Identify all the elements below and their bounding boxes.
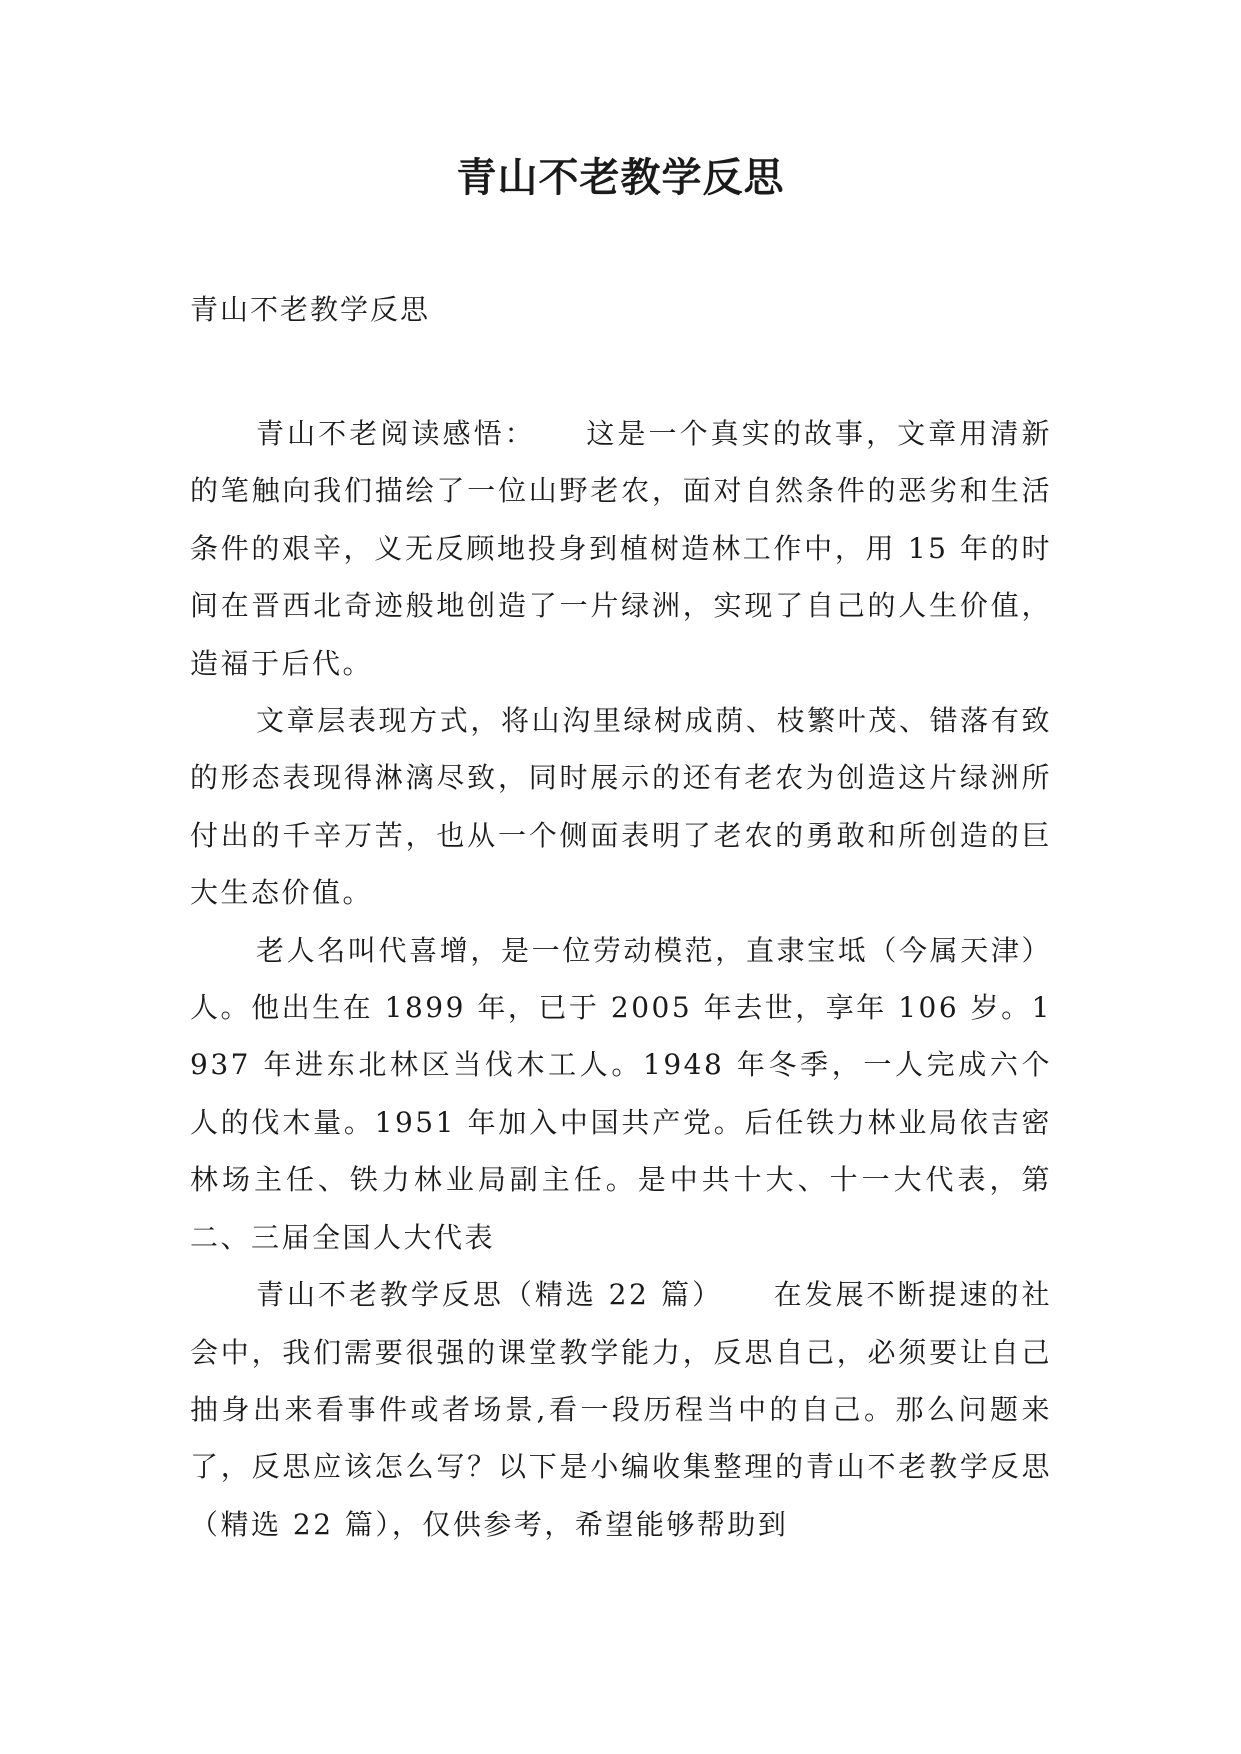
paragraph-1: [190, 405, 1052, 692]
paragraph-1-text: 这是一个真实的故事，文章用清新的笔触向我们描绘了一位山野老农，面对自然条件的恶劣和生活条件的艰辛，义无反顾地投身到植树造林工作中，用 15 年的时间在晋西北奇迹般地创造了一片绿洲，实现了自己的人生价值，造福于后代。: [190, 417, 1052, 680]
paragraph-4-lead: 青山不老教学反思（精选 22 篇）: [256, 1278, 724, 1312]
document-body: [190, 405, 1052, 1553]
document-subtitle: 青山不老教学反思: [190, 293, 431, 326]
paragraph-1-lead: 青山不老阅读感悟：: [256, 417, 536, 450]
paragraph-4: [190, 1266, 1052, 1553]
paragraph-4-text: 在发展不断提速的社会中，我们需要很强的课堂教学能力，反思自己，必须要让自己抽身出来看事件或者场景,看一段历程当中的自己。那么问题来了，反思应该怎么写？以下是小编收集整理的青山不老教学反思（精选 22 篇），仅供参考，希望能够帮助到: [190, 1278, 1052, 1541]
document-title: 青山不老教学反思: [456, 155, 785, 201]
paragraph-3: [190, 922, 1052, 1266]
paragraph-3-text: 老人名叫代喜增，是一位劳动模范，直隶宝坻（今属天津）人。他出生在 1899 年，已于 2005 年去世，享年 106 岁。1937 年进东北林区当伐木工人。1948 年冬季，一人完成六个人的伐木量。1951 年加入中国共产党。后任铁力林业局依吉密林场主任、铁力林业局副主任。是中共十大、十一大代表，第二、三届全国人大代表: [190, 933, 1052, 1254]
paragraph-2-text: 文章层表现方式，将山沟里绿树成荫、枝繁叶茂、错落有致的形态表现得淋漓尽致，同时展示的还有老农为创造这片绿洲所付出的千辛万苦，也从一个侧面表明了老农的勇敢和所创造的巨大生态价值。: [190, 704, 1052, 910]
paragraph-2: [190, 692, 1052, 922]
